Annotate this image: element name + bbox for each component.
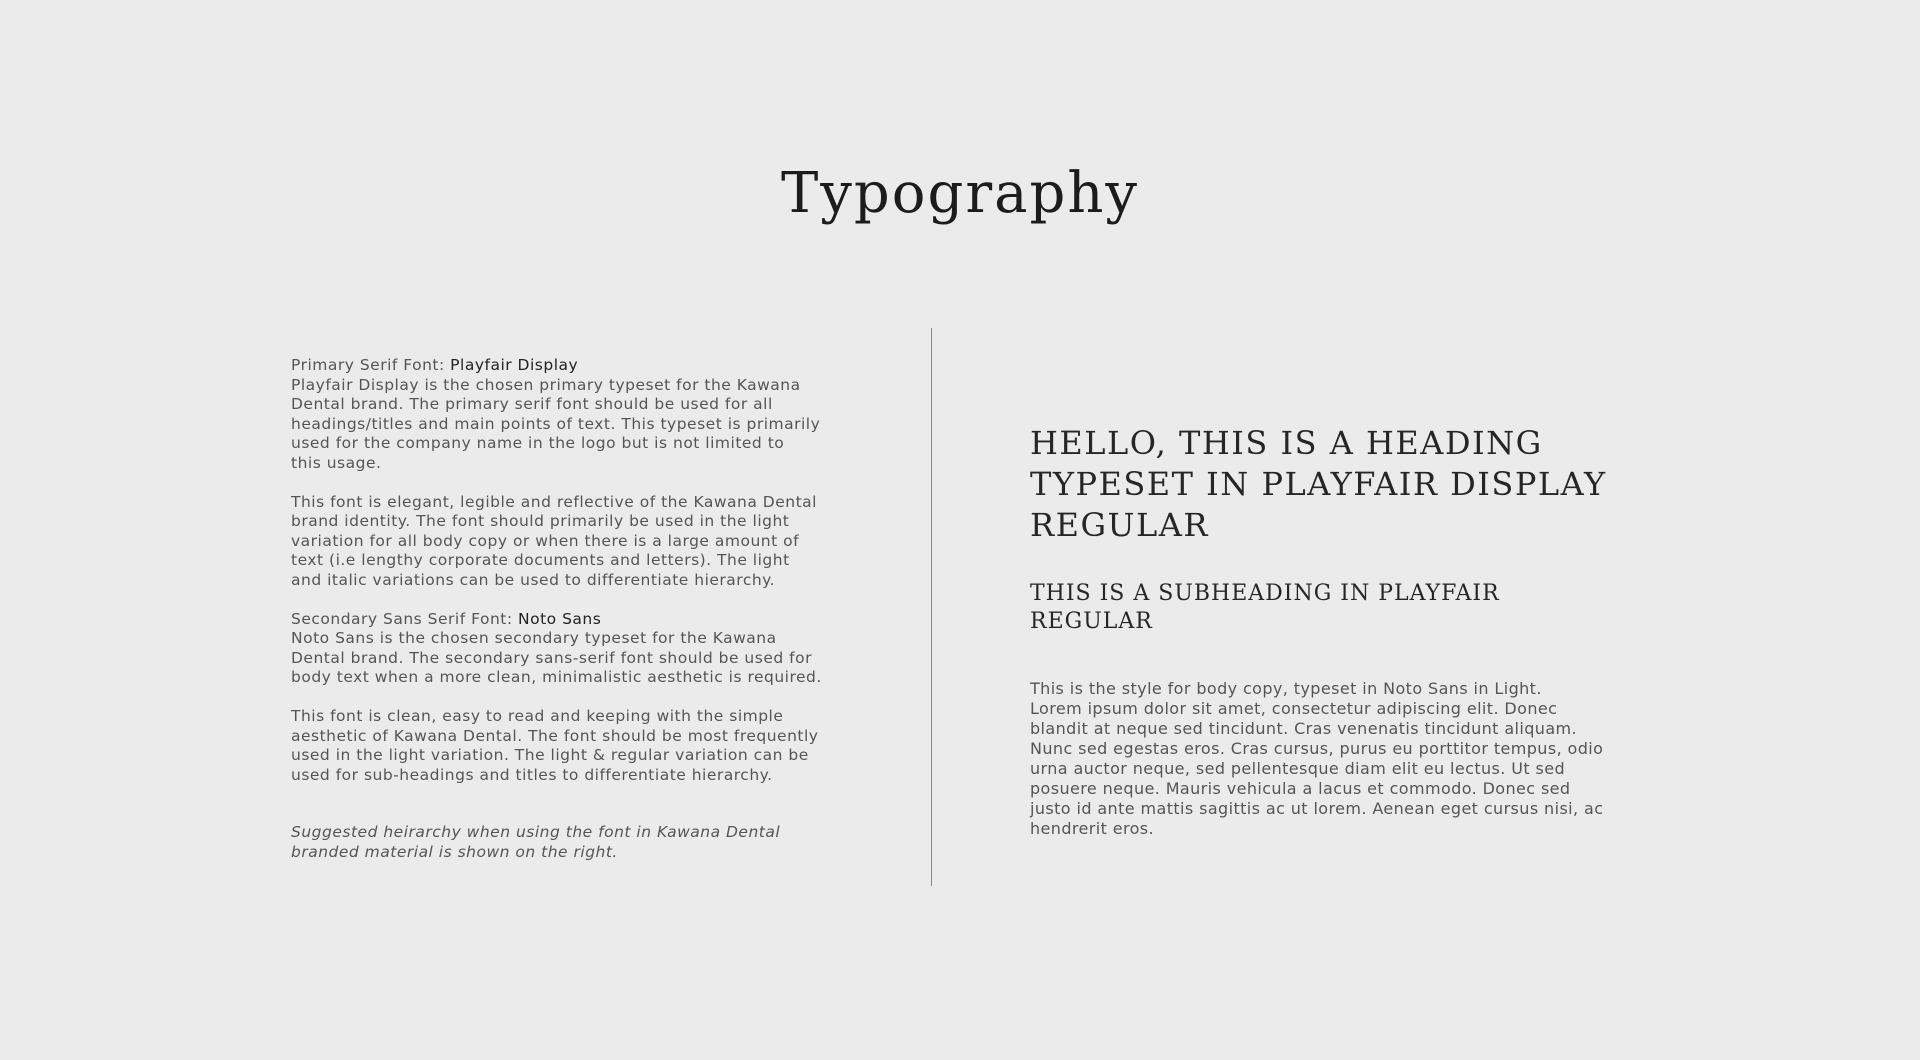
secondary-font-label-line (291, 610, 851, 630)
primary-font-label: Primary Serif Font: (291, 356, 451, 374)
secondary-font-label: Secondary Sans Serif Font: (291, 609, 519, 628)
sample-body-copy: This is the style for body copy, typeset in Noto Sans in Light. Lorem ipsum dolor sit amet, consectetur adipiscing elit. Donec blandit at neque sed tincidunt. Cras venenatis tincidunt aliquam. Nunc sed egestas eros. Cras cursus, purus eu porttitor tempus, odio urna auctor neque, sed pellentesque diam elit eu lectus. Ut sed posuere neque. Mauris vehicula a lacus et commodo. Donec sed justo id ante mattis sagittis ac ut lorem. Aenean eget cursus nisi, ac hendrerit eros. (1030, 679, 1604, 838)
type-hierarchy-sample (1030, 423, 1630, 839)
primary-font-label-line (291, 356, 851, 376)
sample-heading: HELLO, THIS IS A HEADING TYPESET IN PLAYFAIR DISPLAY REGULAR (1030, 424, 1607, 544)
primary-font-description: Playfair Display is the chosen primary typeset for the Kawana Dental brand. The primary serif font should be used for all headings/titles and main points of text. This typeset is primarily used for the company name in the logo but is not limited to this usage. (291, 375, 821, 472)
font-description-column (291, 356, 851, 882)
primary-font-name: Playfair Display (450, 356, 579, 374)
sample-subheading: THIS IS A SUBHEADING IN PLAYFAIR REGULAR (1030, 581, 1500, 634)
primary-font-section (291, 356, 851, 473)
column-divider (931, 328, 932, 886)
page-title: Typography (780, 161, 1140, 226)
hierarchy-note: Suggested heirarchy when using the font in Kawana Dental branded material is shown on the right. (291, 823, 781, 861)
secondary-font-name: Noto Sans (518, 609, 602, 628)
secondary-font-description: Noto Sans is the chosen secondary typeset for the Kawana Dental brand. The secondary sans-serif font should be used for body text when a more clean, minimalistic aesthetic is required. (291, 629, 822, 686)
secondary-font-section (291, 610, 851, 688)
secondary-font-usage-paragraph: This font is clean, easy to read and keeping with the simple aesthetic of Kawana Dental. The font should be most frequently used in the light variation. The light & regular variation can be used for sub-headings and titles to differentiate hierarchy. (291, 707, 819, 784)
primary-font-usage-paragraph: This font is elegant, legible and reflective of the Kawana Dental brand identity. The font should primarily be used in the light variation for all body copy or when there is a large amount of text (i.e lengthy corporate documents and letters). The light and italic variations can be used to differentiate hierarchy. (291, 492, 817, 589)
